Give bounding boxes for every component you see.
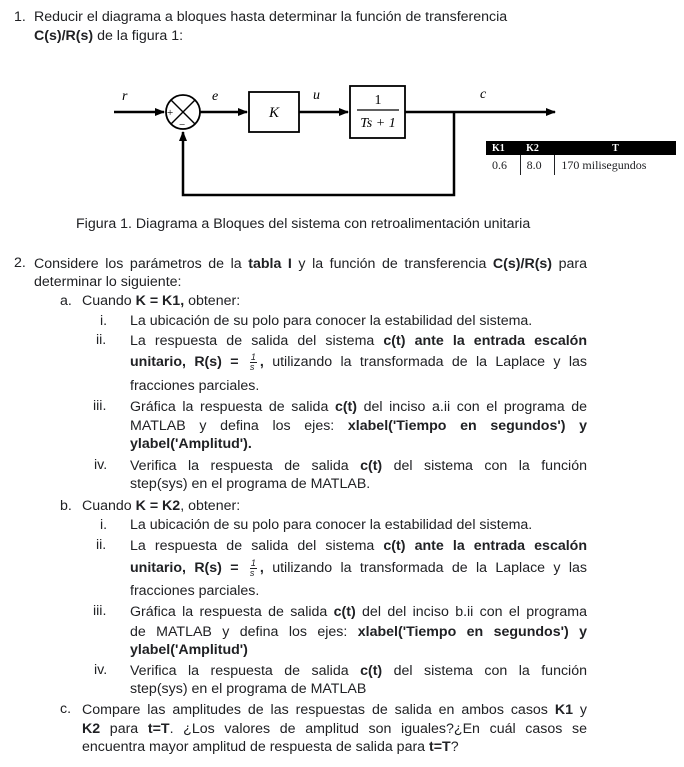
b-iii-l1c: del del inciso b.ii con el programa (355, 604, 587, 620)
a-ii-l1a: La respuesta de salida del sistema (130, 333, 384, 349)
figure-caption: Figura 1. Diagrama a Bloques del sistema con retroalimentación unitaria (76, 216, 531, 232)
b-iv-l1a: Verifica la respuesta de salida (130, 663, 361, 679)
q2-number: 2. (14, 255, 26, 271)
a-iv-line2: step(sys) en el programa de MATLAB. (130, 476, 371, 492)
a-iii-l1c: del inciso a.ii con el programa de (357, 399, 587, 415)
table-header-k2: K2 (520, 141, 555, 155)
b-iii-l2b: xlabel('Tiempo en segundos') y (357, 624, 588, 640)
q1-line1: Reducir el diagrama a bloques hasta determinar la función de transferencia (34, 9, 508, 25)
table-value-k2: 8.0 (520, 155, 555, 175)
a-ii-line3: fracciones parciales. (130, 378, 260, 394)
item-b-head-c: , obtener: (180, 498, 241, 514)
b-iii-line1 (130, 603, 587, 622)
q2-l1a: Considere los parámetros de la (34, 256, 249, 272)
q2-l1c: y la función de transferencia (291, 256, 493, 272)
item-a-head-b: K = K1, (135, 293, 185, 309)
b-iii-line3: ylabel('Amplitud') (130, 642, 248, 658)
junction-minus: − (179, 119, 186, 131)
a-iv-l1b: c(t) (360, 458, 383, 474)
table-row (486, 155, 676, 175)
a-ii-l1c: ante la entrada escalón (405, 333, 588, 349)
c-l1c: y (572, 702, 587, 718)
q1-line2-rest: de la figura 1: (93, 28, 184, 44)
a-iii-line2 (130, 417, 587, 436)
a-iii-num: iii. (93, 398, 107, 414)
a-ii-l1b: c(t) (383, 333, 406, 349)
q2-line2: determinar lo siguiente: (34, 274, 182, 290)
label-e: e (212, 89, 219, 104)
c-line2 (82, 720, 587, 739)
item-b-head-a: Cuando (82, 498, 136, 514)
a-i-num: i. (100, 313, 108, 329)
table-ref: tabla I (248, 256, 292, 272)
c-l2c: t=T (147, 721, 170, 737)
a-iii-l2a: MATLAB y defina los ejes: (130, 418, 348, 434)
b-iv-line1 (130, 662, 587, 681)
parameter-table (486, 141, 676, 175)
table-header-t: T (555, 141, 676, 155)
a-iv-l1a: Verifica la respuesta de salida (130, 458, 361, 474)
b-iv-l1b: c(t) (360, 663, 383, 679)
b-ii-l1a: La respuesta de salida del sistema (130, 538, 384, 554)
b-frac-num: 1 (250, 557, 256, 568)
gain-block-label: K (268, 105, 280, 121)
item-a-label: a. (60, 293, 72, 309)
b-step-fraction (250, 559, 257, 578)
c-l2a: K2 (82, 721, 101, 737)
a-iii-l1a: Gráfica la respuesta de salida (130, 399, 335, 415)
b-ii-line2 (130, 557, 587, 579)
a-iii-l2b: xlabel('Tiempo en segundos') y (347, 418, 587, 434)
c-line3 (82, 739, 459, 755)
item-a-head-c: obtener: (184, 293, 241, 309)
a-iv-l1c: del sistema con la función (382, 458, 587, 474)
b-ii-l2a: unitario, R(s) = (130, 560, 247, 576)
q1-line2 (34, 28, 183, 44)
c-l2b: para (100, 721, 148, 737)
table-header-row (486, 141, 676, 155)
b-ii-line1 (130, 537, 587, 556)
b-iii-num: iii. (93, 603, 107, 619)
b-ii-l2b: , (259, 560, 264, 576)
a-iv-num: iv. (94, 457, 108, 473)
q1-number: 1. (14, 9, 26, 25)
a-ii-l2a: unitario, R(s) = (130, 354, 247, 370)
b-ii-l2c: utilizando la transformada de la Laplace y las (263, 560, 588, 576)
item-c-label: c. (60, 701, 72, 717)
a-frac-den: s (249, 361, 255, 372)
item-b-label: b. (60, 498, 72, 514)
a-step-fraction (250, 353, 257, 372)
item-a-head-a: Cuando (82, 293, 136, 309)
a-iv-line1 (130, 457, 587, 476)
b-i-num: i. (100, 517, 108, 533)
a-iii-line3: ylabel('Amplitud'). (130, 436, 252, 452)
table-value-t: 170 milisegundos (555, 155, 676, 175)
b-ii-l1c: ante la entrada escalón (405, 538, 588, 554)
b-iv-line2: step(sys) en el programa de MATLAB (130, 681, 367, 697)
junction-plus: + (167, 107, 174, 119)
feedback-path (183, 112, 454, 195)
a-ii-l2c: utilizando la transformada de la Laplace y las (263, 354, 588, 370)
a-i-text: La ubicación de su polo para conocer la estabilidad del sistema. (130, 313, 533, 329)
table-header-k1: K1 (486, 141, 520, 155)
item-b-heading (82, 498, 240, 514)
q2-l1e: para (552, 256, 588, 272)
c-l2d: . ¿Los valores de amplitud son iguales?¿En cuál casos se (169, 721, 587, 737)
q2-line1 (34, 255, 587, 274)
a-iii-l1b: c(t) (334, 399, 358, 415)
a-ii-l2b: , (259, 354, 264, 370)
a-iii-line1 (130, 398, 587, 417)
b-ii-num: ii. (96, 537, 107, 553)
c-l3c: ? (450, 739, 459, 755)
table-value-k1: 0.6 (492, 157, 507, 172)
a-ii-line2 (130, 351, 587, 373)
b-iii-l1b: c(t) (333, 604, 356, 620)
plant-numerator: 1 (374, 93, 382, 108)
label-u: u (313, 88, 320, 103)
b-iii-l1a: Gráfica la respuesta de salida (130, 604, 334, 620)
q2-tf-label: C(s)/R(s) (492, 256, 553, 272)
q1-tf-label: C(s)/R(s) (34, 28, 94, 44)
c-l1b: K1 (554, 702, 573, 718)
b-frac-den: s (249, 567, 255, 578)
a-ii-line1 (130, 332, 587, 351)
plant-denominator: Ts + 1 (360, 116, 396, 131)
b-ii-line3: fracciones parciales. (130, 583, 260, 599)
b-iii-line2 (130, 623, 587, 642)
c-line1 (82, 701, 587, 720)
b-ii-l1b: c(t) (383, 538, 406, 554)
item-b-head-b: K = K2 (135, 498, 181, 514)
b-iv-l1c: del sistema con la función (382, 663, 587, 679)
item-a-heading (82, 293, 240, 309)
b-i-text: La ubicación de su polo para conocer la estabilidad del sistema. (130, 517, 533, 533)
a-ii-num: ii. (96, 332, 107, 348)
c-l3a: encuentra mayor amplitud de respuesta de salida para (82, 739, 430, 755)
b-iv-num: iv. (94, 662, 108, 678)
a-frac-num: 1 (250, 351, 256, 362)
b-iii-l2a: de MATLAB y defina los ejes: (130, 624, 358, 640)
c-l3b: t=T (429, 739, 451, 755)
label-c: c (480, 87, 487, 102)
c-l1a: Compare las amplitudes de las respuestas de salida en ambos casos (82, 702, 555, 718)
label-r: r (122, 89, 128, 104)
